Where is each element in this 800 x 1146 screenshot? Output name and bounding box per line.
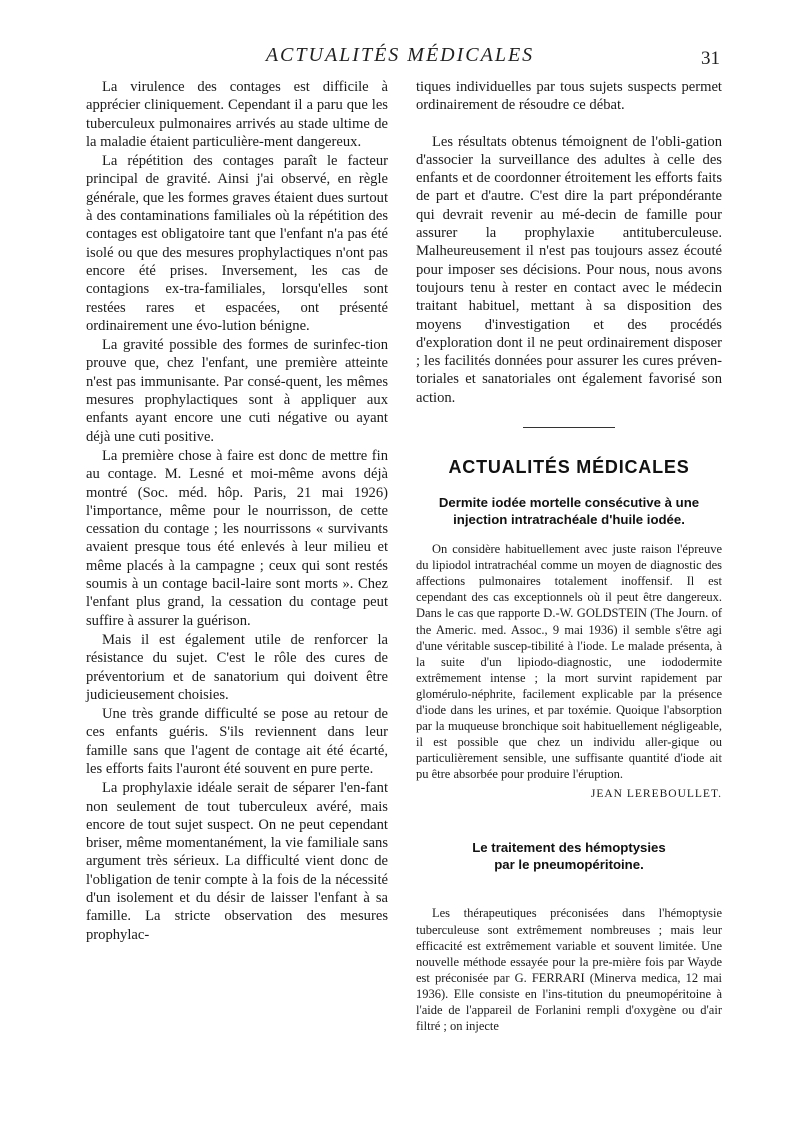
right-column <box>416 78 722 1034</box>
paragraph-continuation: tiques individuelles par tous sujets suspects permet ordinairement de résoudre ce débat. <box>416 79 722 114</box>
article-title-1 <box>416 494 722 528</box>
article-title-line: par le pneumopéritoine. <box>494 857 644 873</box>
section-divider <box>523 427 615 428</box>
running-title: ACTUALITÉS MÉDICALES <box>265 44 535 66</box>
section-heading: ACTUALITÉS MÉDICALES <box>448 457 690 478</box>
page-number: 31 <box>701 48 720 69</box>
article-title-2 <box>416 839 722 873</box>
article-title-line: injection intratrachéale d'huile iodée. <box>453 512 685 528</box>
article-title-line: Le traitement des hémoptysies <box>472 840 666 856</box>
spacer <box>416 886 722 905</box>
paragraph: La gravité possible des formes de surinfec-tion prouve que, chez l'enfant, une première atteinte n'est pas immunisante. Par consé-quent, les mêmes mesures prophylactiques sont à appliquer aux enfants ayant encore une cuti négative ou ayant déjà une cuti positive. <box>86 337 388 445</box>
article-body-2: Les thérapeutiques préconisées dans l'hémoptysie tuberculeuse sont extrêmement nombreuses ; mais leur efficacité est extrêmement variable et souvent limitée. Une nouvelle méthode essayée pour la pre-mière fois par Wayde est préconisée par G. FERRARI (Minerva medica, 12 mai 1936). Elle consiste en l'ins-titution du pneumopéritoine à l'aide de l'appareil de Forlanini rempli d'oxygène ou d'air filtré ; on injecte <box>416 906 722 1034</box>
paragraph: Mais il est également utile de renforcer la résistance du sujet. C'est le rôle des cures de préventorium et de sanatorium qui doivent être judicieusement choisies. <box>86 631 388 703</box>
spacer <box>416 800 722 839</box>
paragraph: Une très grande difficulté se pose au retour de ces enfants guéris. S'ils reviennent dans leur famille sans que l'agent de contage ait été écarté, les efforts faits l'auront été souvent en pure perte. <box>86 706 388 777</box>
paragraph: La prophylaxie idéale serait de séparer l'en-fant non seulement de tout tuberculeux avéré, mais encore de tout sujet suspect. On ne peut cependant briser, même momentanément, la vie familiale sans argument très sérieux. La difficulté vient donc de l'obligation de tenir compte à la fois de la nécessité d'un isolement et du désir de laisser l'enfant à sa famille. La stricte observation des mesures prophylac- <box>86 780 388 943</box>
paragraph: La répétition des contages paraît le facteur principal de gravité. Ainsi j'ai observé, en règle générale, que les formes graves étaient dues surtout à des contaminations familiales où la répétition des contages est obligatoire tant que l'enfant n'a pas été isolé ou que des mesures prophylactiques n'ont pas encore été prises. Inversement, les cas de contagions ex-tra-familiales, lorsqu'elles sont restées rares et espacées, ont présenté ordinairement une évo-lution bénigne. <box>86 153 388 334</box>
page-header <box>0 44 800 72</box>
paragraph: La virulence des contages est difficile à apprécier cliniquement. Cependant il a paru que les tuberculeux pulmonaires arrivés au stade ultime de la maladie étaient particulière-ment dangereux. <box>86 79 388 150</box>
article-title-line: Dermite iodée mortelle consécutive à une <box>438 495 700 511</box>
article-body-1: On considère habituellement avec juste raison l'épreuve du lipiodol intratrachéal comme un moyen de diagnostic des affections pulmonaires totalement inoffensif. Il est cependant des cas exceptionnels où il peut être dangereux. Dans le cas que rapporte D.-W. GOLDSTEIN (The Journ. of the Americ. med. Assoc., 9 mai 1936) il semble s'être agi d'une véritable suscep-tibilité à l'iode. Le malade présenta, à la suite d'un lipiodo-diagnostic, une iododermite extrêmement intense ; la mort survint rapidement par glomérulo-néphrite, facilement explicable par la présence d'iode dans les urines, et par toxémie. Quoique l'absorption par la muqueuse bronchique soit habituellement négligeable, il est possible que chez un individu aller-gique ou particulièrement sensible, une suffisante quantité d'iode ait pu être absorbée pour produire l'éruption. <box>416 542 722 782</box>
paragraph: La première chose à faire est donc de mettre fin au contage. M. Lesné et moi-même avons déjà montré (Soc. méd. hôp. Paris, 21 mai 1926) l'importance, même pour le nourrisson, de cette cessation du contage ; les nourrissons « survivants avaient presque tous été enlevés à leur milieu et même placés à la campagne ; ceux qui sont restés soumis à un contage bacil-laire sont morts ». Chez l'enfant plus grand, la cessation du contage peut suffire à assurer la guérison. <box>86 447 388 629</box>
paragraph: Les résultats obtenus témoignent de l'obli-gation d'associer la surveillance des adultes à celle des enfants et de coordonner étroitement les efforts faits de part et d'autre. C'est dire la part prépondérante qui devrait revenir au mé-decin de famille pour assurer la prophylaxie antituberculeuse. Malheureusement il n'est pas toujours assez écouté pour imposer ses décisions. Pour nous, nous avons toujours tenu à rester en contact avec le médecin traitant habituel, mettant à sa disposition des moyens d'investigation et des procédés d'exploration dont il ne peut ordinairement disposer ; les facilités données pour assurer les cures préven-toriales et sanatoriales ont également favorisé son action. <box>416 133 722 406</box>
left-column <box>86 78 388 945</box>
author-signature: JEAN LEREBOULLET. <box>590 788 722 801</box>
